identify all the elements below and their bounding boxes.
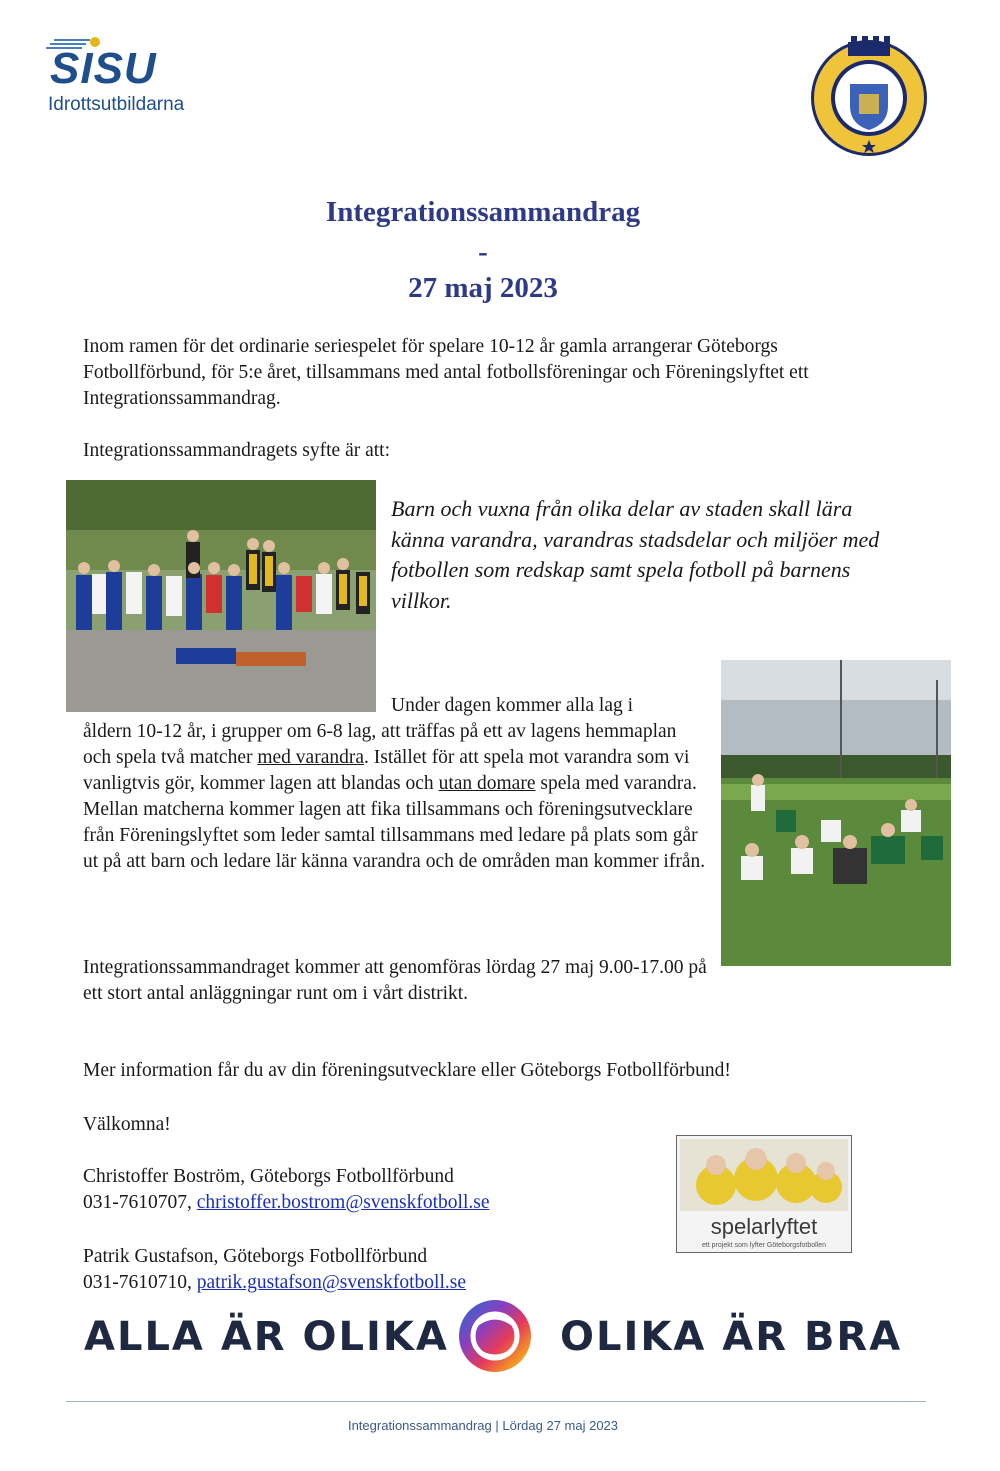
contact-block-1 [83,1164,489,1216]
slogan-left: ALLA ÄR OLIKA [84,1314,449,1360]
slogan-right: OLIKA ÄR BRA [560,1314,903,1360]
more-info-paragraph: Mer information får du av din föreningsutvecklare eller Göteborgs Fotbollförbund! [83,1060,731,1081]
day-text-part-2: . Istället för att spela mot varandra som vi vanligtvis gör, kommer lagen att blandas och [83,747,690,794]
contact-block-2 [83,1244,466,1296]
day-underline-utan-domare: utan domare [438,773,536,794]
title-line-1: Integrationssammandrag [325,196,641,228]
team-group-photo [66,480,376,712]
day-underline-med-varandra: med varandra [257,747,364,768]
contact-phone: 031-7610707, [83,1192,197,1213]
day-paragraph-first-line: Under dagen kommer alla lag i [391,695,634,716]
crest-emblem-icon [806,32,932,158]
day-paragraph [83,719,708,875]
day-text-part-3: spela med varandra. Mellan matcherna kommer lagen att fika tillsammans och föreningsutvecklare från Föreningslyftet som leder samtal tillsammans med ledare på plats som går ut på att barn och ledare lär känna varandra och de områden man kommer ifrån. [83,773,706,872]
contact-name-org: Patrik Gustafson, Göteborgs Fotbollförbund [83,1246,428,1267]
contact-phone: 031-7610710, [83,1272,197,1293]
intro-paragraph: Inom ramen för det ordinarie seriespelet för spelare 10-12 år gamla arrangerar Göteborgs Fotbollförbund, för 5:e året, tillsammans med antal fotbollsföreningar och Föreningslyftet ett Integrationssammandrag. [83,336,809,409]
spelarlyftet-tagline: ett projekt som lyfter Göteborgsfotbollen [701,1242,827,1249]
spelarlyftet-name: spelarlyftet [710,1214,818,1239]
colorful-ball-icon [457,1298,533,1374]
footer-divider [66,1401,926,1402]
contact-email-link[interactable]: christoffer.bostrom@svenskfotboll.se [196,1192,490,1213]
field-gathering-photo [721,660,951,966]
sisu-logo [46,34,216,124]
title-date: 27 maj 2023 [408,272,558,304]
title-dash: - [478,236,488,268]
gff-crest-logo [806,32,932,158]
welcome-text: Välkomna! [83,1114,171,1135]
page-footer: Integrationssammandrag | Lördag 27 maj 2023 [347,1418,619,1433]
contact-name-org: Christoffer Boström, Göteborgs Fotbollförbund [83,1166,454,1187]
sisu-wordmark: SISU [50,44,157,93]
contact-email-link[interactable]: patrik.gustafson@svenskfotboll.se [196,1272,467,1293]
sisu-subtitle: Idrottsutbildarna [48,94,185,115]
purpose-quote: Barn och vuxna från olika delar av staden skall lära känna varandra, varandras stadsdelar och miljöer med fotbollen som redskap samt spela fotboll på barnens villkor. [391,496,880,613]
purpose-heading: Integrationssammandragets syfte är att: [83,440,391,461]
day-text-part-1: åldern 10-12 år, i grupper om 6-8 lag, att träffas på ett av lagens hemmaplan och spela två matcher [83,721,677,768]
spelarlyftet-logo [676,1135,852,1253]
when-paragraph: Integrationssammandraget kommer att genomföras lördag 27 maj 9.00-17.00 på ett stort antal anläggningar runt om i vårt distrikt. [83,957,707,1004]
